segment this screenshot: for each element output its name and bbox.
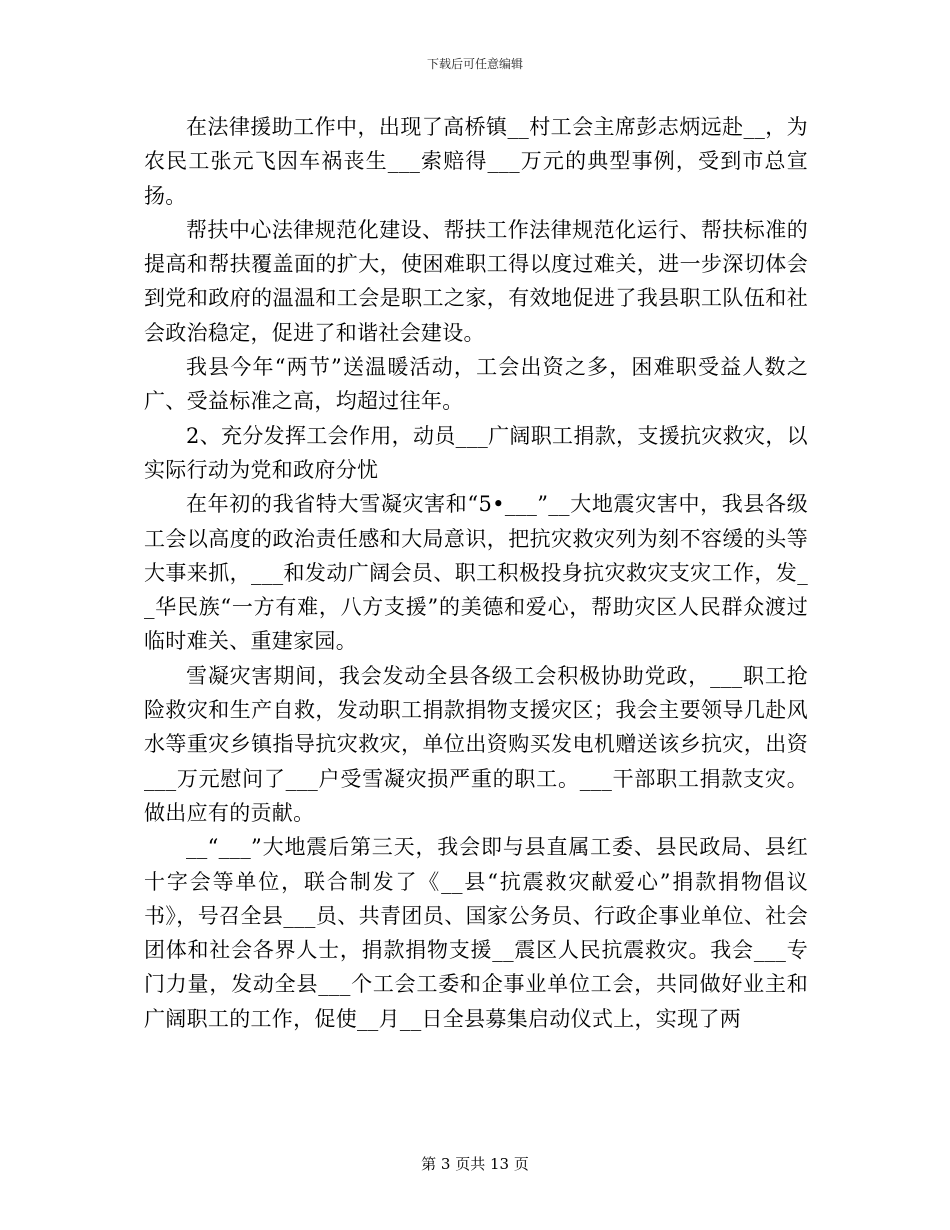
document-body — [144, 110, 808, 1036]
paragraph-earthquake-donation: __“___”大地震后第三天，我会即与县直属工委、县民政局、县红十字会等单位，联合制发了《__县“抗震救灾献爱心”捐款捐物倡议书》，号召全县___员、共青团员、国家公务员、行政企事业单位、社会团体和社会各界人士，捐款捐物支援__震区人民抗震救灾。我会___专门力量，发动全县___个工会工委和企事业单位工会，共同做好业主和广阔职工的工作，促使__月__日全县募集启动仪式上，实现了两 — [144, 835, 808, 1031]
paragraph-warmth-campaign: 我县今年“两节”送温暖活动，工会出资之多，困难职受益人数之广、受益标准之高，均超过往年。 — [144, 355, 808, 414]
page-header: 下载后可任意编辑 — [426, 57, 523, 71]
paragraph-assistance-center: 帮扶中心法律规范化建设、帮扶工作法律规范化运行、帮扶标准的提高和帮扶覆盖面的扩大，使困难职工得以度过难关，进一步深切体会到党和政府的温温和工会是职工之家，有效地促进了我县职工队伍和社会政治稳定，促进了和谐社会建设。 — [144, 217, 808, 345]
paragraph-snow-disaster-period: 雪凝灾害期间，我会发动全县各级工会积极协助党政，___职工抢险救灾和生产自救，发动职工捐款捐物支援灾区；我会主要领导几赴风水等重灾乡镇指导抗灾救灾，单位出资购买发电机赠送该乡抗灾，出资___万元慰问了___户受雪凝灾损严重的职工。___干部职工捐款支灾。做出应有的贡献。 — [144, 663, 808, 825]
page-number: 第 3 页共 13 页 — [421, 1155, 529, 1173]
paragraph-legal-aid: 在法律援助工作中，出现了高桥镇__村工会主席彭志炳远赴__，为农民工张元飞因车祸丧生___索赔得___万元的典型事例，受到市总宣扬。 — [144, 115, 808, 208]
paragraph-earthquake-snow-disaster: 在年初的我省特大雪凝灾害和“5•___”__大地震灾害中，我县各级工会以高度的政治责任感和大局意识，把抗灾救灾列为刻不容缓的头等大事来抓，___和发动广阔会员、职工积极投身抗灾救灾支灾工作，发__华民族“一方有难，八方支援”的美德和爱心，帮助灾区人民群众渡过临时难关、重建家园。 — [144, 492, 808, 654]
section-heading-disaster-relief: 2、充分发挥工会作用，动员___广阔职工捐款，支援抗灾救灾，以实际行动为党和政府分忧 — [144, 423, 808, 482]
